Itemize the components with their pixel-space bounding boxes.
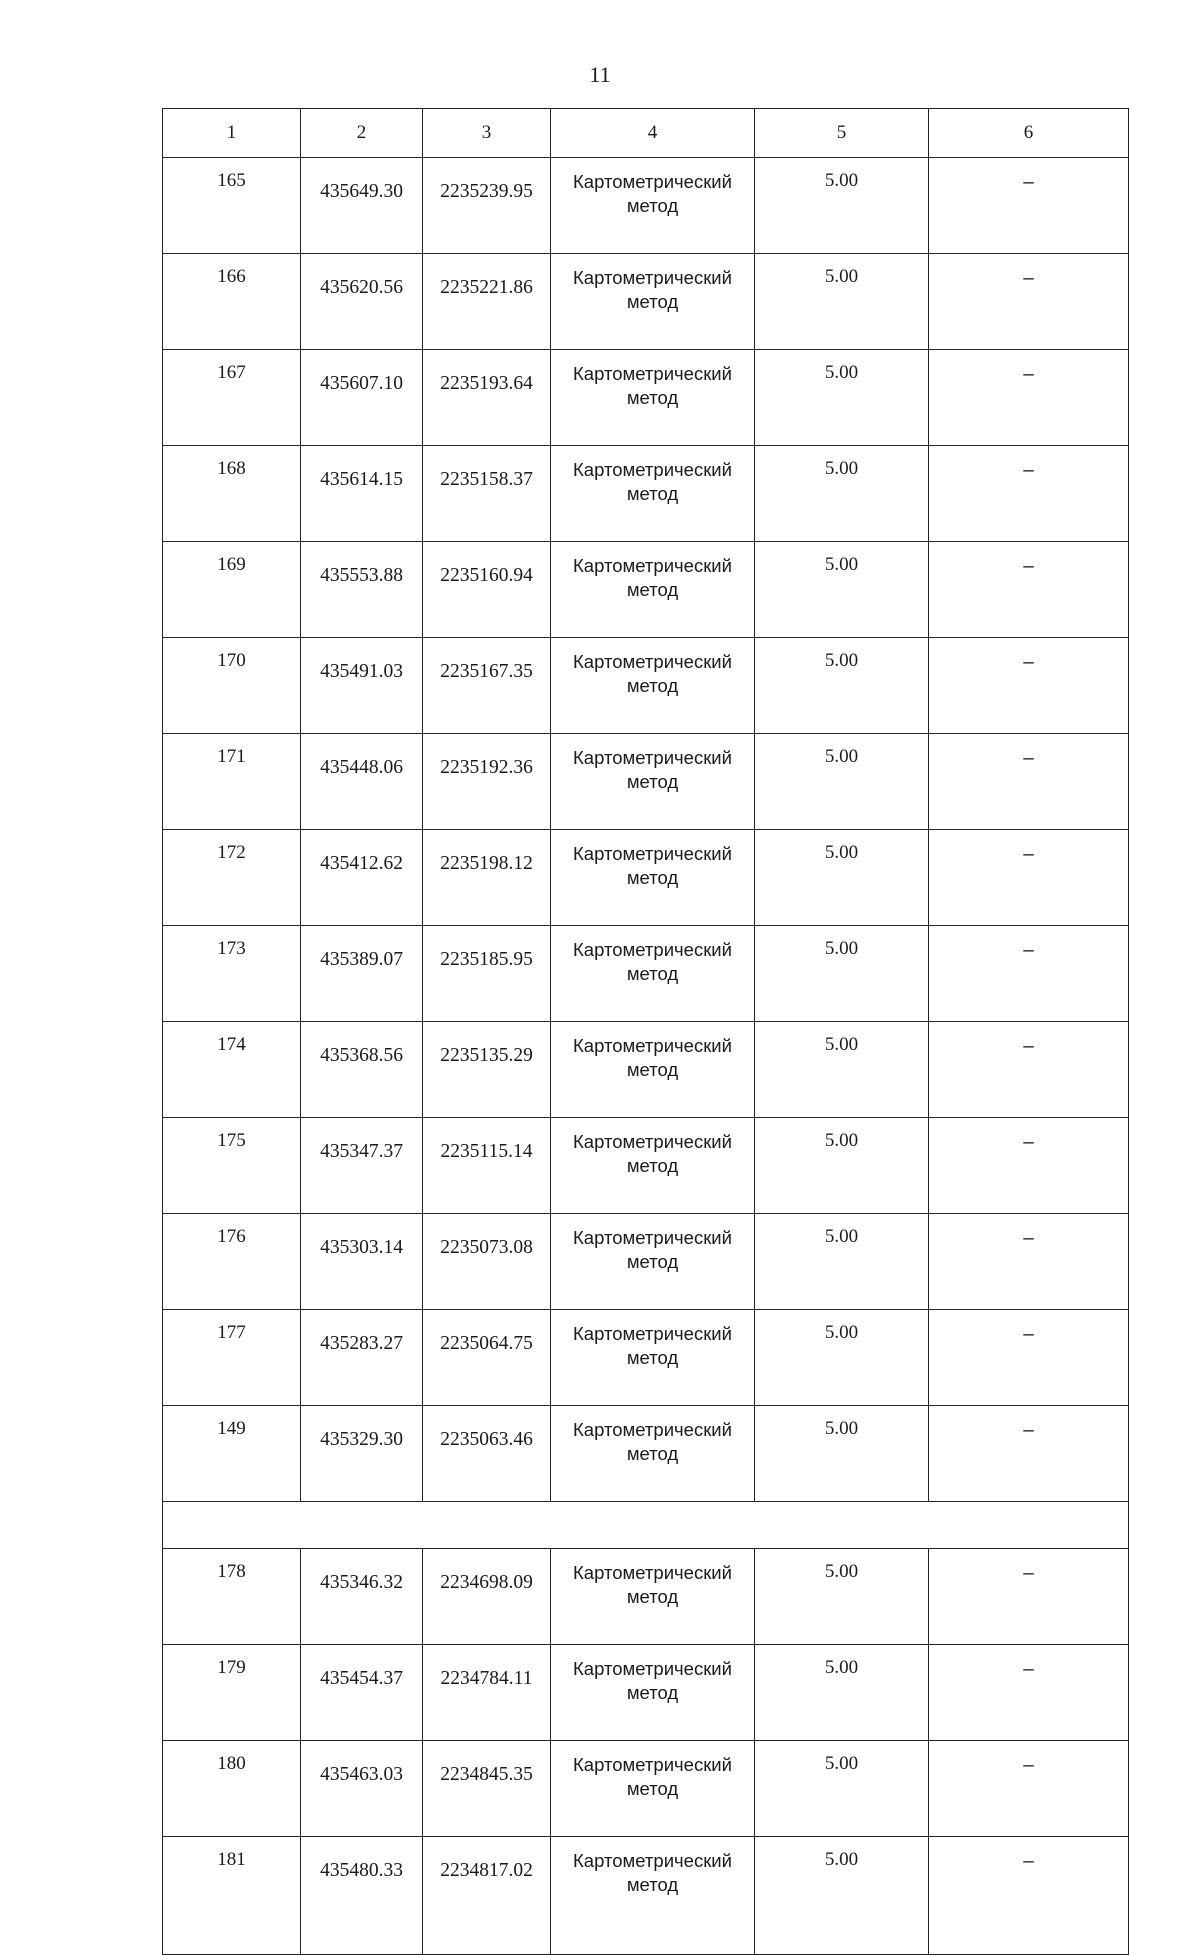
method-line-1: Картометрический: [573, 171, 732, 192]
note-cell: –: [929, 1022, 1129, 1118]
note-cell: –: [929, 1214, 1129, 1310]
accuracy-cell: 5.00: [755, 830, 929, 926]
y-coordinate-cell: 2235115.14: [423, 1118, 551, 1214]
table-body: [163, 158, 1129, 1955]
accuracy-cell: 5.00: [755, 734, 929, 830]
x-coordinate-cell: 435620.56: [301, 254, 423, 350]
page-number: 11: [589, 62, 611, 87]
method-cell: [551, 926, 755, 1022]
method-line-1: Картометрический: [573, 267, 732, 288]
column-header-5: 5: [755, 109, 929, 158]
note-cell: –: [929, 446, 1129, 542]
method-cell: [551, 1310, 755, 1406]
table-separator-row: [163, 1502, 1129, 1549]
accuracy-cell: 5.00: [755, 1214, 929, 1310]
table-row: [163, 638, 1129, 734]
table-row: [163, 158, 1129, 254]
method-line-2: метод: [626, 1347, 679, 1368]
table-row: [163, 446, 1129, 542]
accuracy-cell: 5.00: [755, 446, 929, 542]
table-row: [163, 1118, 1129, 1214]
point-number-cell: 181: [163, 1837, 301, 1955]
x-coordinate-cell: 435347.37: [301, 1118, 423, 1214]
note-cell: –: [929, 1310, 1129, 1406]
note-cell: –: [929, 158, 1129, 254]
method-cell: [551, 446, 755, 542]
method-cell: [551, 542, 755, 638]
y-coordinate-cell: 2235185.95: [423, 926, 551, 1022]
method-line-1: Картометрический: [573, 1227, 732, 1248]
point-number-cell: 165: [163, 158, 301, 254]
method-cell: [551, 1022, 755, 1118]
y-coordinate-cell: 2235198.12: [423, 830, 551, 926]
method-line-1: Картометрический: [573, 555, 732, 576]
method-cell: [551, 1549, 755, 1645]
x-coordinate-cell: 435463.03: [301, 1741, 423, 1837]
x-coordinate-cell: 435454.37: [301, 1645, 423, 1741]
method-line-1: Картометрический: [573, 1754, 732, 1775]
y-coordinate-cell: 2235073.08: [423, 1214, 551, 1310]
method-line-2: метод: [626, 1586, 679, 1607]
method-line-2: метод: [626, 387, 679, 408]
method-cell: [551, 350, 755, 446]
method-line-2: метод: [626, 1251, 679, 1272]
y-coordinate-cell: 2235158.37: [423, 446, 551, 542]
method-line-2: метод: [626, 867, 679, 888]
table-row: [163, 1837, 1129, 1955]
y-coordinate-cell: 2235192.36: [423, 734, 551, 830]
table-row: [163, 1741, 1129, 1837]
y-coordinate-cell: 2234784.11: [423, 1645, 551, 1741]
x-coordinate-cell: 435303.14: [301, 1214, 423, 1310]
point-number-cell: 170: [163, 638, 301, 734]
method-cell: [551, 158, 755, 254]
table-header-row: [163, 109, 1129, 158]
y-coordinate-cell: 2235064.75: [423, 1310, 551, 1406]
method-line-2: метод: [626, 963, 679, 984]
method-line-1: Картометрический: [573, 1323, 732, 1344]
method-line-2: метод: [626, 675, 679, 696]
coordinates-table: [162, 108, 1129, 1955]
method-line-2: метод: [626, 195, 679, 216]
method-cell: [551, 1645, 755, 1741]
y-coordinate-cell: 2235221.86: [423, 254, 551, 350]
method-cell: [551, 830, 755, 926]
point-number-cell: 167: [163, 350, 301, 446]
x-coordinate-cell: 435368.56: [301, 1022, 423, 1118]
method-line-1: Картометрический: [573, 1658, 732, 1679]
table-row: [163, 926, 1129, 1022]
y-coordinate-cell: 2235167.35: [423, 638, 551, 734]
point-number-cell: 169: [163, 542, 301, 638]
note-cell: –: [929, 254, 1129, 350]
table-row: [163, 254, 1129, 350]
accuracy-cell: 5.00: [755, 1549, 929, 1645]
table-row: [163, 1214, 1129, 1310]
note-cell: –: [929, 734, 1129, 830]
method-line-2: метод: [626, 579, 679, 600]
table-row: [163, 1406, 1129, 1502]
method-line-1: Картометрический: [573, 939, 732, 960]
method-line-2: метод: [626, 1155, 679, 1176]
point-number-cell: 176: [163, 1214, 301, 1310]
column-header-4: 4: [551, 109, 755, 158]
x-coordinate-cell: 435649.30: [301, 158, 423, 254]
accuracy-cell: 5.00: [755, 542, 929, 638]
method-line-2: метод: [626, 1443, 679, 1464]
note-cell: –: [929, 1118, 1129, 1214]
point-number-cell: 172: [163, 830, 301, 926]
method-cell: [551, 1118, 755, 1214]
point-number-cell: 174: [163, 1022, 301, 1118]
table-row: [163, 734, 1129, 830]
table-row: [163, 830, 1129, 926]
method-cell: [551, 254, 755, 350]
method-line-2: метод: [626, 1874, 679, 1895]
x-coordinate-cell: 435553.88: [301, 542, 423, 638]
point-number-cell: 168: [163, 446, 301, 542]
x-coordinate-cell: 435614.15: [301, 446, 423, 542]
method-line-2: метод: [626, 771, 679, 792]
y-coordinate-cell: 2234817.02: [423, 1837, 551, 1955]
point-number-cell: 166: [163, 254, 301, 350]
note-cell: –: [929, 542, 1129, 638]
table-row: [163, 1310, 1129, 1406]
note-cell: –: [929, 1837, 1129, 1955]
y-coordinate-cell: 2235193.64: [423, 350, 551, 446]
note-cell: –: [929, 1406, 1129, 1502]
x-coordinate-cell: 435491.03: [301, 638, 423, 734]
column-header-1: 1: [163, 109, 301, 158]
method-line-2: метод: [626, 1778, 679, 1799]
method-cell: [551, 1741, 755, 1837]
method-cell: [551, 638, 755, 734]
y-coordinate-cell: 2234845.35: [423, 1741, 551, 1837]
method-cell: [551, 1406, 755, 1502]
y-coordinate-cell: 2235135.29: [423, 1022, 551, 1118]
method-cell: [551, 734, 755, 830]
point-number-cell: 180: [163, 1741, 301, 1837]
column-header-3: 3: [423, 109, 551, 158]
column-header-6: 6: [929, 109, 1129, 158]
accuracy-cell: 5.00: [755, 1837, 929, 1955]
table-row: [163, 1645, 1129, 1741]
accuracy-cell: 5.00: [755, 1310, 929, 1406]
method-line-2: метод: [626, 483, 679, 504]
method-line-2: метод: [626, 291, 679, 312]
method-cell: [551, 1837, 755, 1955]
method-line-1: Картометрический: [573, 747, 732, 768]
note-cell: –: [929, 350, 1129, 446]
y-coordinate-cell: 2235160.94: [423, 542, 551, 638]
y-coordinate-cell: 2234698.09: [423, 1549, 551, 1645]
x-coordinate-cell: 435480.33: [301, 1837, 423, 1955]
x-coordinate-cell: 435329.30: [301, 1406, 423, 1502]
point-number-cell: 149: [163, 1406, 301, 1502]
method-line-1: Картометрический: [573, 651, 732, 672]
table-row: [163, 350, 1129, 446]
method-line-1: Картометрический: [573, 1562, 732, 1583]
note-cell: –: [929, 830, 1129, 926]
point-number-cell: 171: [163, 734, 301, 830]
method-cell: [551, 1214, 755, 1310]
separator-cell: [163, 1502, 1129, 1549]
accuracy-cell: 5.00: [755, 1741, 929, 1837]
y-coordinate-cell: 2235063.46: [423, 1406, 551, 1502]
method-line-2: метод: [626, 1682, 679, 1703]
accuracy-cell: 5.00: [755, 350, 929, 446]
point-number-cell: 175: [163, 1118, 301, 1214]
x-coordinate-cell: 435283.27: [301, 1310, 423, 1406]
table-row: [163, 1549, 1129, 1645]
accuracy-cell: 5.00: [755, 926, 929, 1022]
method-line-1: Картометрический: [573, 843, 732, 864]
method-line-1: Картометрический: [573, 1850, 732, 1871]
point-number-cell: 179: [163, 1645, 301, 1741]
accuracy-cell: 5.00: [755, 638, 929, 734]
note-cell: –: [929, 1549, 1129, 1645]
note-cell: –: [929, 638, 1129, 734]
accuracy-cell: 5.00: [755, 1022, 929, 1118]
method-line-1: Картометрический: [573, 363, 732, 384]
method-line-1: Картометрический: [573, 1035, 732, 1056]
accuracy-cell: 5.00: [755, 1645, 929, 1741]
x-coordinate-cell: 435607.10: [301, 350, 423, 446]
point-number-cell: 173: [163, 926, 301, 1022]
x-coordinate-cell: 435412.62: [301, 830, 423, 926]
accuracy-cell: 5.00: [755, 254, 929, 350]
table-row: [163, 542, 1129, 638]
x-coordinate-cell: 435448.06: [301, 734, 423, 830]
x-coordinate-cell: 435389.07: [301, 926, 423, 1022]
accuracy-cell: 5.00: [755, 1406, 929, 1502]
note-cell: –: [929, 926, 1129, 1022]
table-row: [163, 1022, 1129, 1118]
accuracy-cell: 5.00: [755, 1118, 929, 1214]
method-line-2: метод: [626, 1059, 679, 1080]
x-coordinate-cell: 435346.32: [301, 1549, 423, 1645]
point-number-cell: 178: [163, 1549, 301, 1645]
method-line-1: Картометрический: [573, 459, 732, 480]
column-header-2: 2: [301, 109, 423, 158]
note-cell: –: [929, 1645, 1129, 1741]
method-line-1: Картометрический: [573, 1419, 732, 1440]
y-coordinate-cell: 2235239.95: [423, 158, 551, 254]
point-number-cell: 177: [163, 1310, 301, 1406]
note-cell: –: [929, 1741, 1129, 1837]
method-line-1: Картометрический: [573, 1131, 732, 1152]
accuracy-cell: 5.00: [755, 158, 929, 254]
